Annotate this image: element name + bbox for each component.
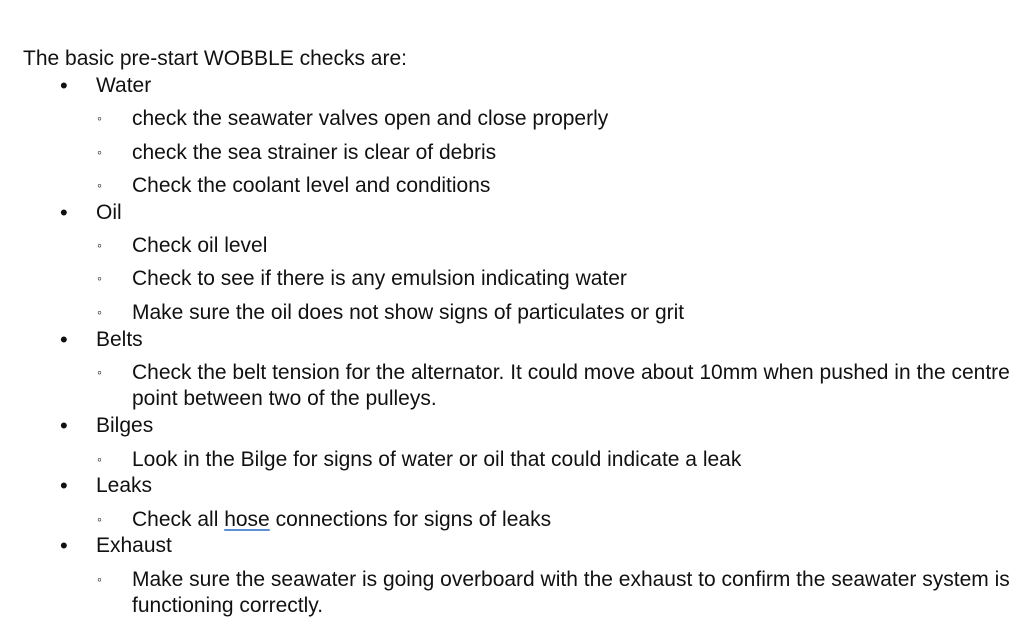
bullet-icon: •	[60, 533, 68, 558]
sub-bullet-icon: ◦	[97, 237, 102, 253]
sub-bullet-icon: ◦	[97, 451, 102, 467]
sub-item-text: Look in the Bilge for signs of water or oil that could indicate a leak	[132, 448, 742, 471]
sub-item-text: Check to see if there is any emulsion indicating water	[132, 267, 627, 290]
list-item-title: Water	[96, 74, 152, 97]
sub-bullet-icon: ◦	[97, 571, 102, 587]
sub-item-text: Make sure the oil does not show signs of particulates or grit	[132, 301, 685, 324]
sub-bullet-icon: ◦	[97, 364, 102, 380]
sub-bullet-icon: ◦	[97, 304, 102, 320]
list-item-title: Belts	[96, 328, 143, 351]
intro-text: The basic pre-start WOBBLE checks are:	[23, 47, 407, 70]
sub-bullet-icon: ◦	[97, 110, 102, 126]
spellcheck-underlined-word[interactable]: hose	[224, 508, 270, 531]
list-item-title: Leaks	[96, 474, 153, 497]
sub-bullet-icon: ◦	[97, 270, 102, 286]
sub-bullet-icon: ◦	[97, 177, 102, 193]
sub-item-text	[132, 507, 1012, 533]
sub-item-text: check the seawater valves open and close properly	[132, 107, 609, 130]
list-item-title: Oil	[96, 201, 122, 224]
sub-item-text-before: Check all	[132, 508, 225, 531]
bullet-icon: •	[60, 73, 68, 98]
sub-item-text: check the sea strainer is clear of debris	[132, 141, 497, 164]
list-item-title: Bilges	[96, 414, 154, 437]
bullet-icon: •	[60, 200, 68, 225]
list-item-title: Exhaust	[96, 534, 172, 557]
bullet-icon: •	[60, 473, 68, 498]
sub-bullet-icon: ◦	[97, 511, 102, 527]
sub-item-text: Make sure the seawater is going overboard with the exhaust to confirm the seawater system is functioning correctly.	[132, 568, 1010, 617]
bullet-icon: •	[60, 413, 68, 438]
sub-item-text: Check the belt tension for the alternator. It could move about 10mm when pushed in the centre point between two of the pulleys.	[132, 361, 1010, 410]
sub-bullet-icon: ◦	[97, 144, 102, 160]
bullet-icon: •	[60, 327, 68, 352]
sub-item-text: Check the coolant level and conditions	[132, 174, 491, 197]
sub-item-text: Check oil level	[132, 234, 268, 257]
sub-item-text-after: connections for signs of leaks	[269, 508, 552, 531]
